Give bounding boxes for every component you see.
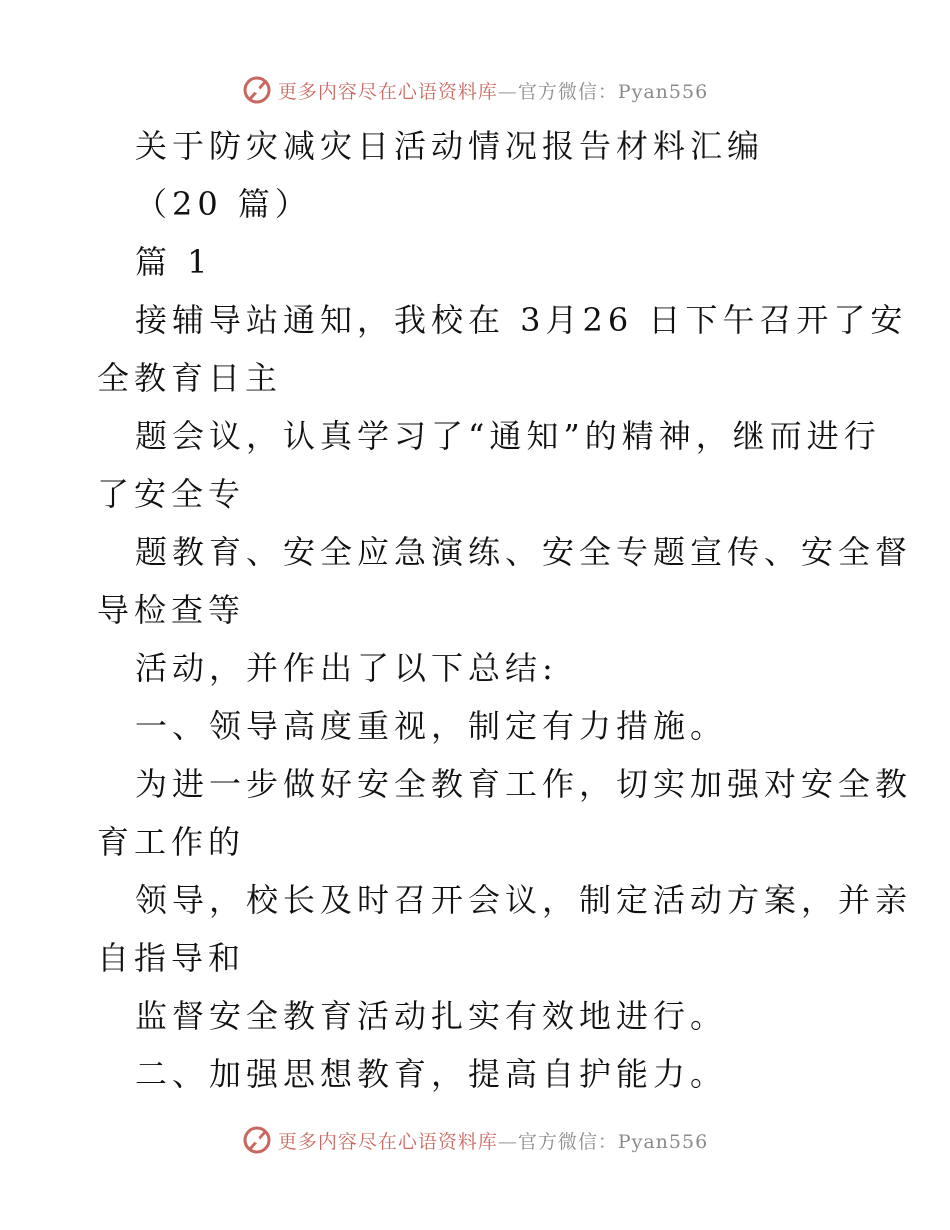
- paragraph-line: 自指导和: [97, 939, 246, 977]
- paragraph-line: 全教育日主: [97, 359, 283, 397]
- paragraph-line: 监督安全教育活动扎实有效地进行。: [135, 997, 728, 1035]
- paragraph-line: 导检查等: [97, 591, 246, 629]
- footer-watermark: [0, 1120, 950, 1160]
- paragraph-line: 接辅导站通知，我校在 3月26 日下午召开了安: [135, 301, 908, 339]
- paragraph-line: 二、加强思想教育，提高自护能力。: [135, 1055, 728, 1093]
- watermark-sub: 官方微信：Pyan556: [517, 1130, 709, 1153]
- quill-in-circle-icon: [242, 75, 272, 105]
- paragraph-line: 了安全专: [97, 475, 246, 513]
- watermark-main: 更多内容尽在心语资料库: [277, 1130, 498, 1153]
- document-title-line1: 关于防灾减灾日活动情况报告材料汇编: [135, 127, 765, 165]
- paragraph-line: 题会议，认真学习了“通知”的精神，继而进行: [135, 417, 881, 455]
- paragraph-line: 活动，并作出了以下总结:: [135, 649, 558, 687]
- quill-in-circle-icon: [242, 1125, 272, 1155]
- watermark-text: [278, 1127, 708, 1154]
- paragraph-line: 题教育、安全应急演练、安全专题宣传、安全督: [135, 533, 913, 571]
- section-heading: 篇 1: [135, 243, 213, 281]
- paragraph-line: 领导，校长及时召开会议，制定活动方案，并亲: [135, 881, 913, 919]
- header-watermark: [0, 70, 950, 110]
- watermark-separator: —: [497, 80, 518, 103]
- paragraph-line: 一、领导高度重视，制定有力措施。: [135, 707, 728, 745]
- document-body: [0, 120, 950, 1110]
- paragraph-line: 育工作的: [97, 823, 246, 861]
- watermark-separator: —: [497, 1130, 518, 1153]
- watermark-text: [278, 77, 708, 104]
- watermark-main: 更多内容尽在心语资料库: [277, 80, 498, 103]
- watermark-sub: 官方微信：Pyan556: [517, 80, 709, 103]
- document-title-line2: （20 篇）: [135, 185, 312, 223]
- paragraph-line: 为进一步做好安全教育工作，切实加强对安全教: [135, 765, 913, 803]
